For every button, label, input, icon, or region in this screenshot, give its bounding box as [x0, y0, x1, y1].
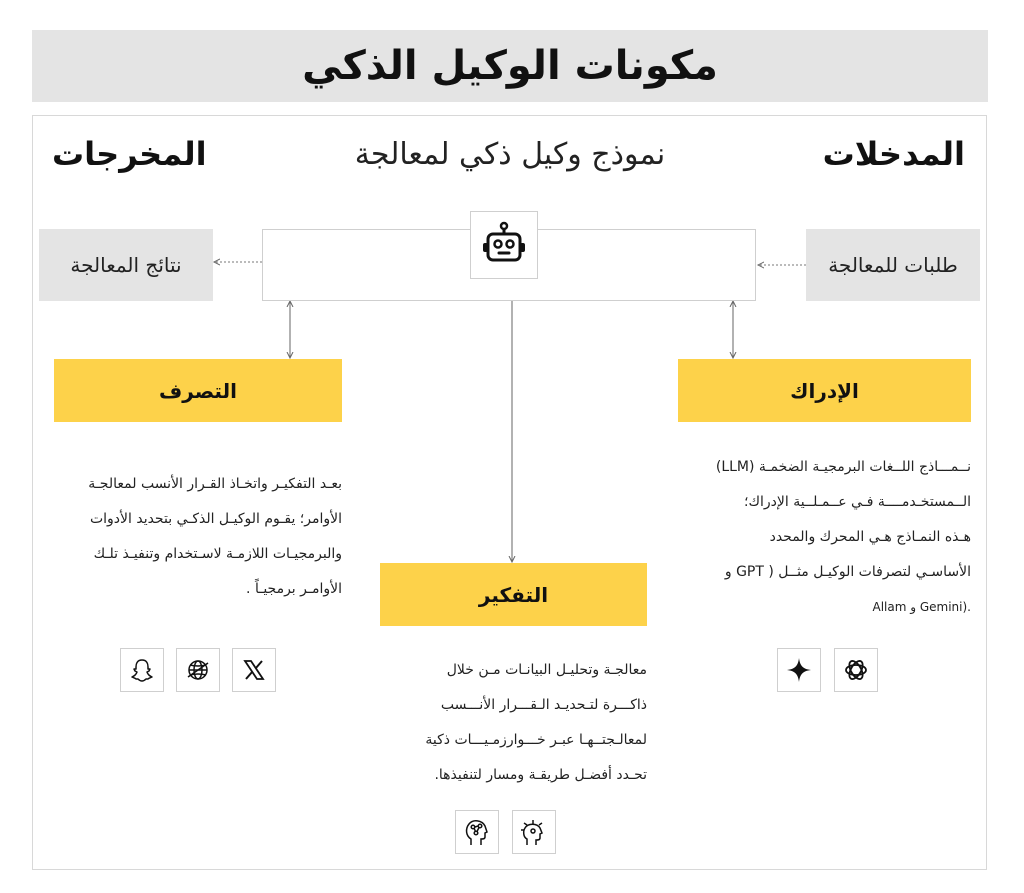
brain-network-icon	[462, 817, 492, 847]
thinking-line: ذاكـــرة لتـحديـد الـقـــرار الأنـــسب	[440, 697, 647, 713]
x-logo-icon-box	[232, 648, 276, 692]
action-label: التصرف	[159, 378, 237, 403]
output-box-label: نتائج المعالجة	[70, 253, 182, 277]
snapchat-icon	[129, 657, 155, 683]
outputs-heading: المخرجات	[52, 135, 207, 173]
brain-network-icon-box	[455, 810, 499, 854]
globe-icon-box	[176, 648, 220, 692]
thinking-line: معالجـة وتحليـل البيانـات مـن خلال	[446, 662, 647, 678]
globe-icon	[185, 657, 211, 683]
action-line: والبرمجيـات اللازمـة لاسـتخدام وتنفيـذ تلـك	[93, 546, 342, 562]
action-line: بعـد التفكيـر واتخـاذ القـرار الأنسب لمعالجـة	[88, 476, 342, 492]
inputs-heading: المدخلات	[822, 135, 965, 173]
perception-line: الأساسـي لتصرفات الوكيـل مثــل ( GPT و	[724, 564, 971, 580]
input-box-label: طلبات للمعالجة	[828, 253, 958, 277]
thinking-label: التفكير	[478, 582, 549, 607]
input-box	[806, 229, 980, 301]
perception-line: Allam و Gemini).	[872, 600, 971, 614]
thinking-line: تحـدد أفضـل طريقـة ومسار لتنفيذها.	[434, 767, 647, 783]
action-description	[54, 467, 342, 607]
perception-label: الإدراك	[790, 378, 859, 403]
chatgpt-icon-box	[834, 648, 878, 692]
head-idea-icon-box	[512, 810, 556, 854]
perception-line: الــمستخـدمــــة فـي عــمـلــية الإدراك؛	[744, 494, 971, 510]
head-idea-icon	[519, 817, 549, 847]
action-line: الأوامر؛ يقـوم الوكيـل الذكـي بتحديد الأدوات	[89, 511, 342, 527]
action-line: الأوامـر برمجيـاً .	[246, 581, 342, 597]
thinking-description	[380, 653, 647, 793]
chatgpt-icon	[842, 656, 870, 684]
thinking-line: لمعالـجتــهـا عبـر خـــوارزمـيـــات ذكية	[425, 732, 647, 748]
diagram-subtitle: نموذج وكيل ذكي لمعالجة	[354, 137, 666, 172]
x-logo-icon	[242, 658, 266, 682]
perception-line: هـذه النمـاذج هـي المحرك والمحدد	[769, 529, 971, 545]
perception-line: نــمـــاذج اللــغات البرمجيـة الضخمـة (LLM)	[715, 459, 971, 475]
gemini-icon-box	[777, 648, 821, 692]
snapchat-icon-box	[120, 648, 164, 692]
output-box	[39, 229, 213, 301]
action-box	[54, 359, 342, 422]
robot-icon-box	[470, 211, 538, 279]
robot-icon	[480, 221, 528, 269]
perception-description	[681, 450, 971, 625]
page-title: مكونات الوكيل الذكي	[302, 43, 718, 89]
perception-box	[678, 359, 971, 422]
thinking-box	[380, 563, 647, 626]
gemini-star-icon	[785, 656, 813, 684]
